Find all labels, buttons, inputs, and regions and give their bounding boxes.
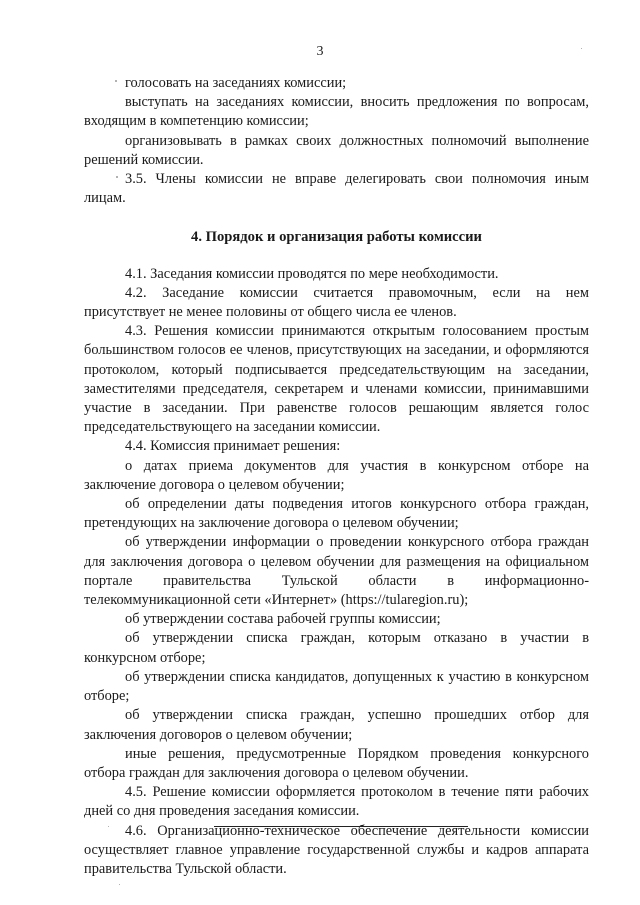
paragraph: 4.1. Заседания комиссии проводятся по мере необходимости. [125,265,499,282]
list-item: иные решения, предусмотренные Порядком проведения конкурсного отбора граждан для заключения договора о целевом обучении. [84,745,589,781]
paragraph: 4.4. Комиссия принимает решения: [125,438,341,455]
list-item: об утверждении списка кандидатов, допущенных к участию в конкурсном отборе; [84,668,589,705]
list-item: об утверждении списка граждан, которым отказано в участии в конкурсном отборе; [84,630,589,666]
end-rule [214,826,468,827]
paragraph: выступать на заседаниях комиссии, вносить предложения по вопросам, входящим в компетенцию комиссии; [84,94,589,130]
paragraph: 4.3. Решения комиссии принимаются открытым голосованием простым большинством голосов ее членов, присутствующих на заседании, и оформляются протоколом, который подписывается председательствующим на заседании, заместителями председателя, секретарем и членами комиссии, принимавшими участие в заседании. При равенстве голосов решающим является голос председательствующего на заседании комиссии. [84,323,589,436]
paragraph: организовывать в рамках своих должностных полномочий выполнение решений комиссии. [84,132,589,168]
list-item: о датах приема документов для участия в конкурсном отборе на заключение договора о целевом обучении; [84,457,589,493]
paragraph: 4.2. Заседание комиссии считается правомочным, если на нем присутствует не менее половины от общего числа ее членов. [84,284,589,321]
scan-speck [581,48,582,49]
page-number: 3 [316,44,324,59]
document-body [84,74,589,879]
section-heading: 4. Порядок и организация работы комиссии [191,229,482,246]
scan-speck [115,80,117,82]
paragraph: 4.6. Организационно-техническое обеспечение деятельности комиссии осуществляет главное управление государственной службы и кадров аппарата правительства Тульской области. [84,822,589,877]
paragraph: 4.5. Решение комиссии оформляется протоколом в течение пяти рабочих дней со дня проведения заседания комиссии. [84,784,589,820]
list-item: об утверждении информации о проведении конкурсного отбора граждан для заключения договора о целевом обучении для размещения на официальном портале правительства Тульской области в информационно-телекоммуникационной сети «Интернет» (https://tularegion.ru); [84,534,589,609]
scan-speck [108,826,109,827]
list-item: об утверждении списка граждан, успешно прошедших отбор для заключения договоров о целевом обучении; [84,707,589,743]
scan-speck [119,884,120,885]
paragraph: голосовать на заседаниях комиссии; [125,75,347,91]
scan-speck [116,176,118,178]
paragraph: 3.5. Члены комиссии не вправе делегировать свои полномочия иным лицам. [84,171,589,207]
list-item: об определении даты подведения итогов конкурсного отбора граждан, претендующих на заключение договора о целевом обучении; [84,496,589,532]
list-item: об утверждении состава рабочей группы комиссии; [125,611,441,628]
